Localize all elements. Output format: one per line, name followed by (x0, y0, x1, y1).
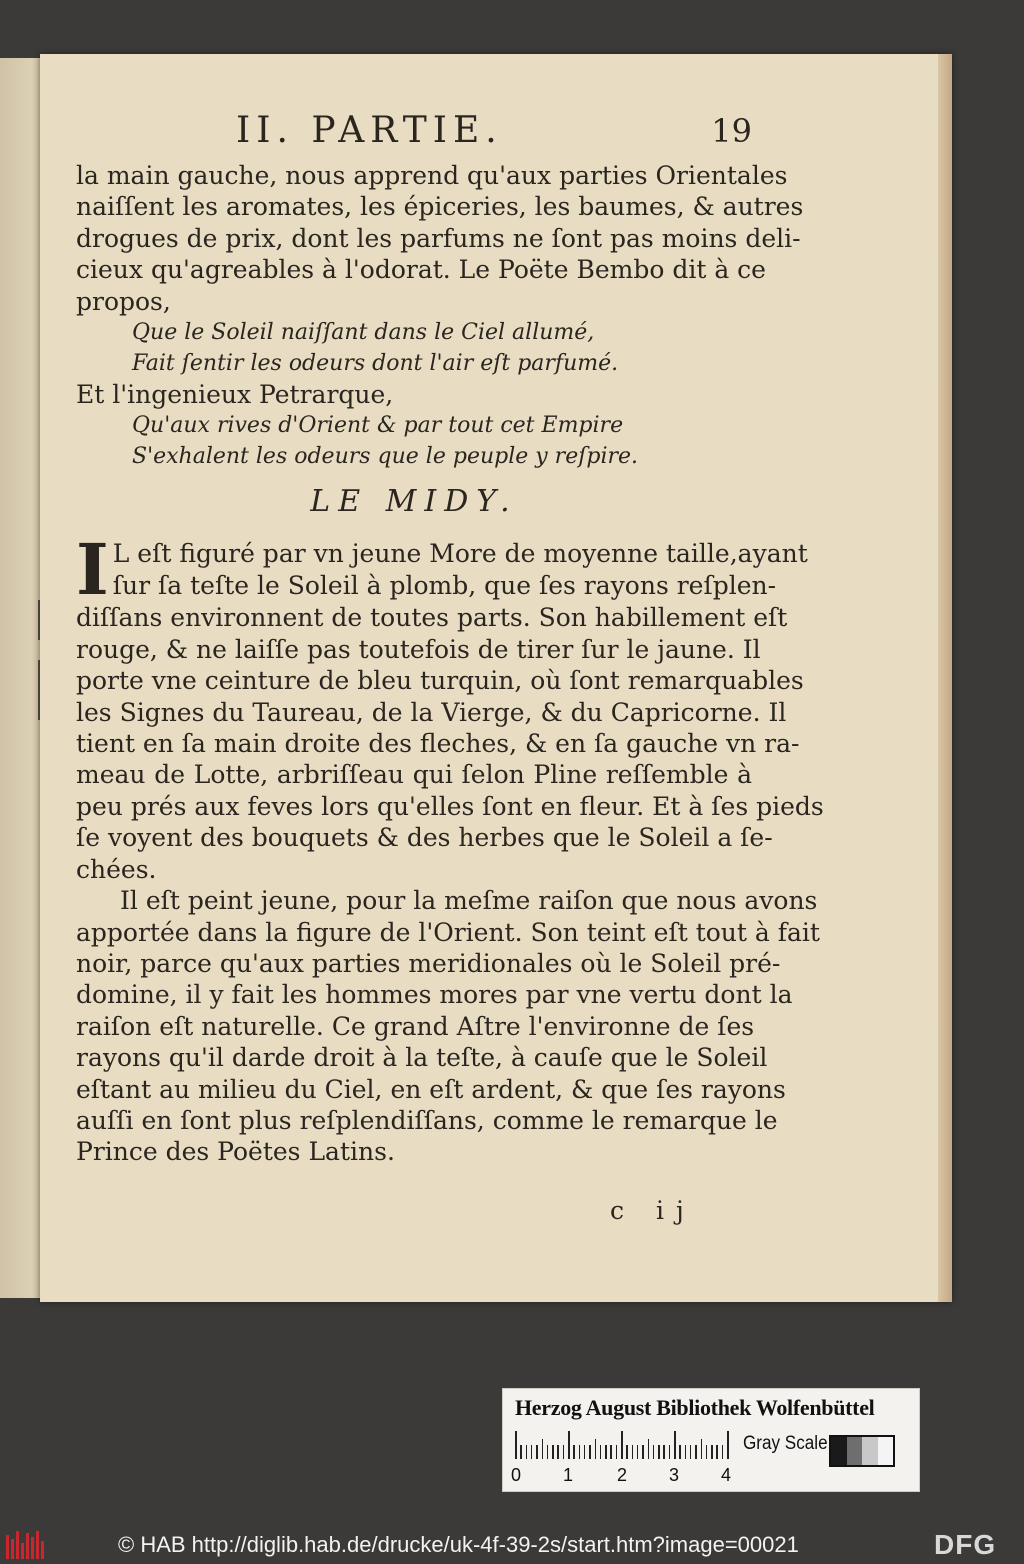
text-line: raiſon eſt naturelle. Ce grand Aſtre l'environne de ſes (76, 1011, 755, 1041)
verse-petrarque (76, 410, 752, 472)
ruler-tick (690, 1445, 692, 1459)
text-line: drogues de prix, dont les parfums ne ſont pas moins deli- (76, 223, 801, 253)
logo-bar (6, 1535, 9, 1559)
ruler-number: 4 (721, 1465, 732, 1485)
text-line: la main gauche, nous apprend qu'aux parties Orientales (76, 161, 788, 190)
text-line: rouge, & ne laiſſe pas toutefois de tirer ſur le jaune. Il (76, 634, 761, 664)
logo-bar (26, 1533, 29, 1559)
ruler-tick (642, 1445, 644, 1459)
text-line: diſſans environnent de toutes parts. Son habillement eſt (76, 603, 788, 633)
hab-color-card (502, 1388, 920, 1492)
ruler-tick (716, 1445, 718, 1459)
ruler-tick (520, 1445, 522, 1459)
gray-scale-swatch (829, 1435, 895, 1467)
ruler-tick (674, 1431, 676, 1459)
text-line: L eſt figuré par vn jeune More de moyenne taille,ayant (112, 539, 808, 569)
ruler-tick (727, 1431, 729, 1459)
section-title: LE MIDY. (310, 484, 518, 520)
verse-bembo (76, 317, 752, 379)
ruler-tick (595, 1439, 597, 1459)
text-line: Et l'ingenieux Petrarque, (76, 380, 394, 410)
ruler-tick (616, 1445, 618, 1459)
logo-bar (36, 1531, 39, 1559)
logo-bar (21, 1543, 24, 1559)
ruler-tick (706, 1445, 708, 1459)
gray-scale-label: Gray Scale (743, 1433, 828, 1454)
ruler-tick (547, 1445, 549, 1459)
book-page (40, 54, 952, 1302)
ruler-tick (621, 1431, 623, 1459)
text-line: eſtant au milieu du Ciel, en eſt ardent, & que ſes rayons (76, 1074, 786, 1104)
text-line: naiſſent les aromates, les épiceries, les baumes, & autres (76, 192, 804, 222)
text-line: meau de Lotte, arbriſſeau qui ſelon Pline reſſemble à (76, 760, 752, 790)
ruler-number: 1 (563, 1465, 574, 1485)
running-head (76, 110, 752, 160)
gray-swatch (847, 1437, 863, 1465)
text-line: domine, il y fait les hommes mores par vne vertu dont la (76, 980, 793, 1010)
footer-bar (0, 1526, 1024, 1564)
logo-bar (31, 1537, 34, 1559)
ruler-tick (632, 1445, 634, 1459)
running-head-title: II. PARTIE. (236, 110, 503, 151)
ruler-tick (557, 1445, 559, 1459)
verse-line: S'exhalent les odeurs que le peuple y reſpire. (132, 444, 639, 470)
ruler-tick (542, 1439, 544, 1459)
ruler-tick (605, 1445, 607, 1459)
page-text (76, 110, 824, 1168)
top-paragraph (76, 160, 804, 317)
gray-swatch (862, 1437, 878, 1465)
signature-mark: c ij (610, 1196, 696, 1225)
ruler-tick (568, 1431, 570, 1459)
ruler-tick (685, 1445, 687, 1459)
ruler-tick (626, 1445, 628, 1459)
ruler-tick (573, 1445, 575, 1459)
paragraph-description (76, 528, 824, 885)
ruler-tick (584, 1445, 586, 1459)
text-line: propos, (76, 286, 171, 316)
ruler-number: 2 (617, 1465, 628, 1485)
gray-swatch (831, 1437, 847, 1465)
text-line: ſur ſa teſte le Soleil à plomb, que ſes rayons reſplen- (112, 570, 777, 600)
ruler-tick (653, 1445, 655, 1459)
paragraph-explanation (76, 885, 820, 1168)
ruler-tick (515, 1431, 517, 1459)
text-line: noir, parce qu'aux parties meridionales où le Soleil pré- (76, 948, 781, 978)
ruler-tick (679, 1445, 681, 1459)
ruler-number: 3 (669, 1465, 680, 1485)
logo-bar (16, 1531, 19, 1559)
ruler-tick (648, 1439, 650, 1459)
ruler-tick (600, 1445, 602, 1459)
text-line: auſſi en ſont plus reſplendiſſans, comme le remarque le (76, 1105, 778, 1135)
text-line: porte vne ceinture de bleu turquin, où ſont remarquables (76, 666, 804, 696)
ruler-tick (526, 1445, 528, 1459)
text-line: rayons qu'il darde droit à la teſte, à cauſe que le Soleil (76, 1043, 768, 1073)
drop-cap: I (76, 528, 109, 612)
hab-logo-icon (6, 1531, 44, 1559)
text-line: Prince des Poëtes Latins. (76, 1137, 395, 1167)
ruler-tick (589, 1445, 591, 1459)
ruler-tick (563, 1445, 565, 1459)
institution-name: Herzog August Bibliothek Wolfenbüttel (515, 1395, 875, 1420)
text-line: chées. (76, 854, 157, 884)
ruler-tick (579, 1445, 581, 1459)
ruler-tick (695, 1445, 697, 1459)
ruler-tick (722, 1445, 724, 1459)
ruler-tick (552, 1445, 554, 1459)
ruler-tick (536, 1445, 538, 1459)
text-line: cieux qu'agreables à l'odorat. Le Poëte Bembo dit à ce (76, 255, 766, 285)
ruler-labels (511, 1465, 741, 1487)
ruler-tick (610, 1445, 612, 1459)
verse-line: Fait ſentir les odeurs dont l'air eſt parfumé. (132, 351, 619, 377)
ruler-tick (669, 1445, 671, 1459)
ruler-number: 0 (511, 1465, 522, 1485)
page-edge (938, 54, 952, 1302)
text-line: les Signes du Taureau, de la Vierge, & du Capricorne. Il (76, 697, 787, 727)
dfg-logo: DFG (934, 1529, 997, 1560)
ruler-tick (637, 1445, 639, 1459)
text-line: peu prés aux feves lors qu'elles ſont en fleur. Et à ſes pieds (76, 791, 824, 821)
text-line: Il eſt peint jeune, pour la meſme raiſon que nous avons (120, 886, 818, 916)
logo-bar (11, 1539, 14, 1559)
page-number: 19 (711, 112, 752, 150)
text-line: apportée dans la figure de l'Orient. Son teint eſt tout à fait (76, 917, 820, 947)
ruler-tick (658, 1445, 660, 1459)
verse-line: Que le Soleil naiſſant dans le Ciel allumé, (132, 320, 595, 346)
ruler-tick (531, 1445, 533, 1459)
logo-bar (41, 1541, 44, 1559)
gray-swatch (878, 1437, 894, 1465)
ruler-tick (711, 1445, 713, 1459)
text-line: ſe voyent des bouquets & des herbes que le Soleil a ſe- (76, 823, 773, 853)
cm-ruler (515, 1431, 729, 1459)
verse-line: Qu'aux rives d'Orient & par tout cet Empire (132, 413, 624, 439)
permalink-text[interactable]: © HAB http://diglib.hab.de/drucke/uk-4f-39-2s/start.htm?image=00021 (118, 1532, 799, 1557)
ruler-tick (663, 1445, 665, 1459)
text-line: tient en ſa main droite des fleches, & en ſa gauche vn ra- (76, 729, 800, 759)
ruler-tick (701, 1439, 703, 1459)
